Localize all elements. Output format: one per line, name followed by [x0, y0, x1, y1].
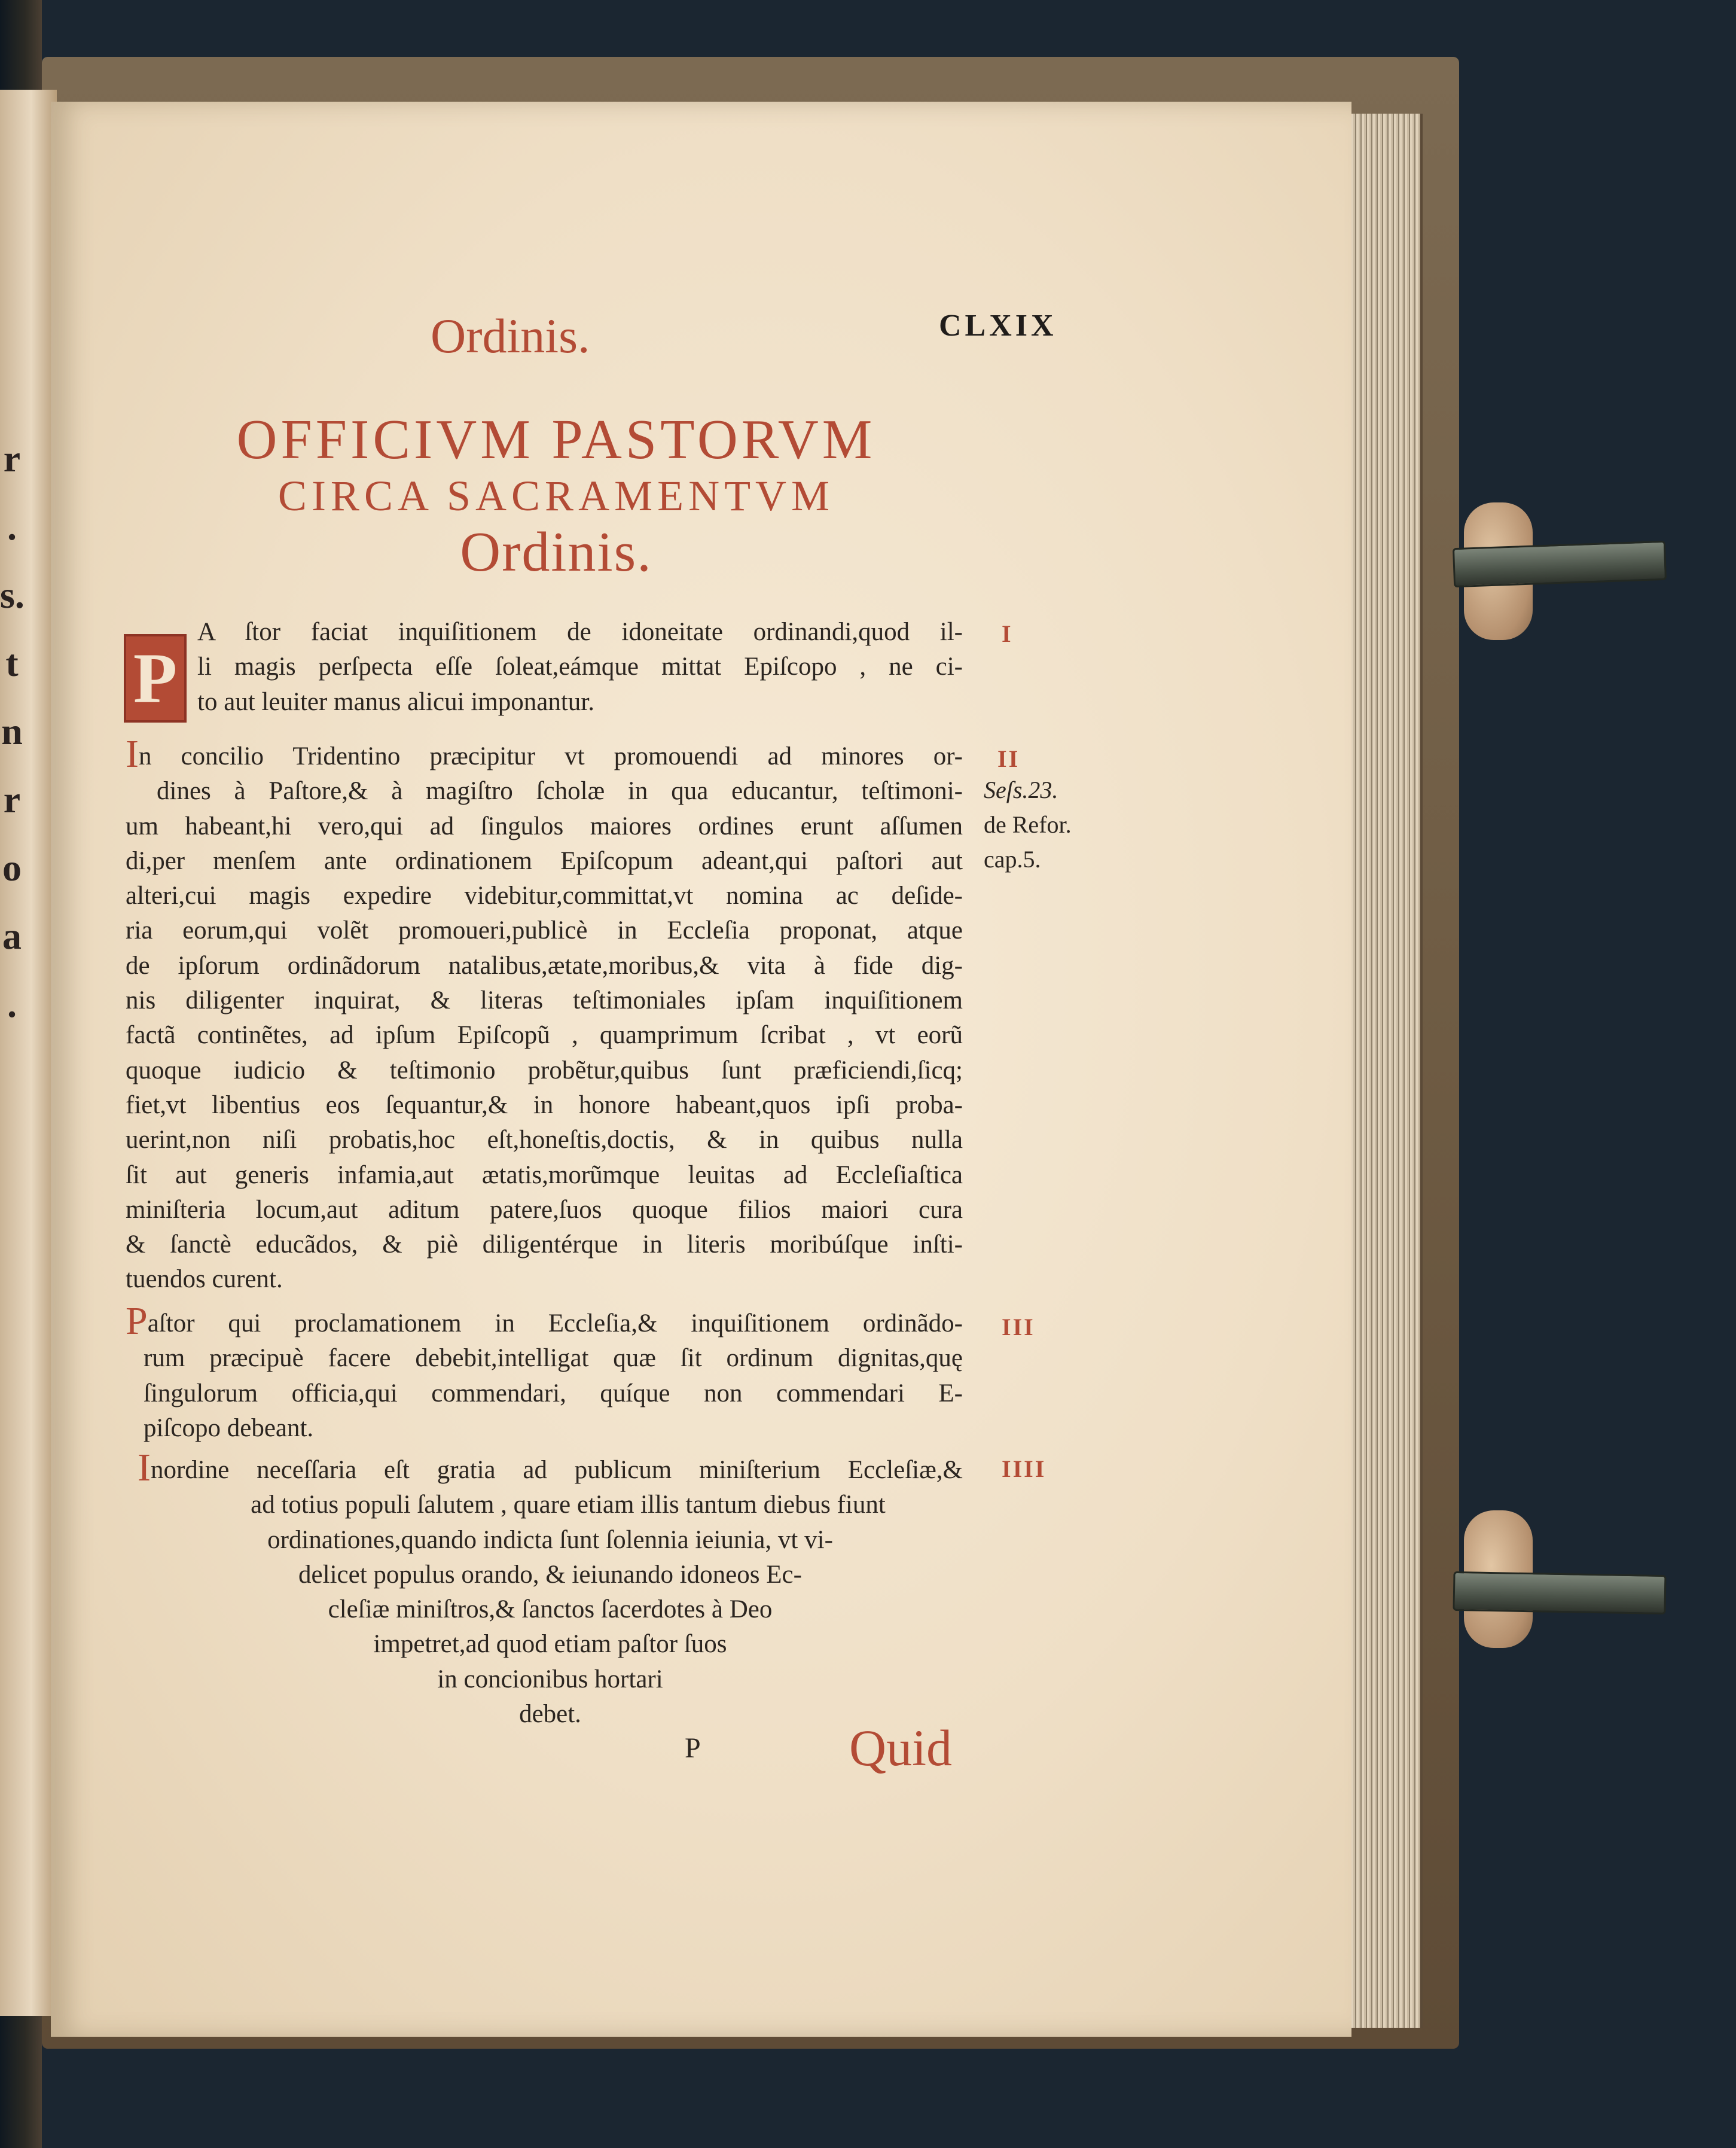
paragraph-3	[126, 1299, 963, 1446]
signature-mark: P	[685, 1732, 701, 1764]
p3-initial: P	[126, 1299, 148, 1343]
catchword: Quid	[849, 1719, 952, 1777]
p2-line: de ipſorum ordinãdorum natalibus,ætate,moribus,& vita à fide dig-	[126, 951, 963, 980]
p4-line: ordinationes,quando indicta ſunt ſolennia ieiunia, vt vi-	[267, 1525, 833, 1554]
p2-line: & ſanctè educãdos, & piè diligentérque in literis moribúſque inſti-	[126, 1230, 963, 1259]
p2-line: dines à Paſtore,& à magiſtro ſcholæ in qua educantur, teſtimoni-	[157, 777, 963, 806]
title-line-1: OFFICIVM PASTORVM	[236, 409, 876, 471]
running-head: Ordinis.	[431, 309, 590, 363]
title-line-3: Ordinis.	[460, 521, 652, 583]
p1-line: to aut leuiter manus alicui imponantur.	[197, 687, 594, 716]
title-line-2: CIRCA SACRAMENTVM	[277, 472, 835, 520]
p2-initial: I	[126, 732, 139, 776]
left-page-letters: r . s. t n r o a .	[0, 437, 25, 1025]
p2-line: tuendos curent.	[126, 1265, 283, 1294]
p2-line: ria eorum,qui volẽt promoueri,publicè in Eccleſia proponat, atque	[126, 916, 963, 945]
margin-note-line: cap.5.	[984, 846, 1041, 873]
left-page-edge	[0, 90, 57, 2016]
p1-line: A ſtor faciat inquiſitionem de idoneitate ordinandi,quod il-	[197, 618, 963, 646]
p2-line: uerint,non niſi probatis,hoc eſt,honeſtis,doctis, & in quibus nulla	[126, 1126, 963, 1154]
p4-line: impetret,ad quod etiam paſtor ſuos	[373, 1630, 727, 1659]
p2-line: di,per menſem ante ordinationem Epiſcopum adeant,qui paſtori aut	[126, 846, 963, 875]
p2-line: nis diligenter inquirat, & literas teſtimoniales ipſam inquiſitionem	[126, 986, 963, 1015]
p2-line: factã continẽtes, ad ipſum Epiſcopũ , quamprimum ſcribat , vt eorũ	[126, 1021, 963, 1050]
p2-line: In concilio Tridentino præcipitur vt promouendi ad minores or-	[126, 732, 963, 776]
p1-line: li magis perſpecta eſſe ſoleat,eámque mittat Epiſcopo , ne ci-	[197, 653, 963, 681]
p2-line: alteri,cui magis expedire videbitur,committat,vt nomina ac deſide-	[126, 882, 963, 910]
p4-line: delicet populus orando, & ieiunando idoneos Ec-	[298, 1560, 802, 1589]
page-fore-edges	[1343, 114, 1423, 2028]
margin-number-4: IIII	[1002, 1455, 1047, 1482]
chapter-title	[161, 410, 951, 582]
margin-number-1: I	[1002, 620, 1013, 647]
p4-line: debet.	[519, 1700, 581, 1729]
folio-number: CLXIX	[939, 309, 1057, 343]
p4-line: cleſiæ miniſtros,& ſanctos ſacerdotes à Deo	[328, 1595, 773, 1624]
p3-line: ſingulorum officia,qui commendari, quíque non commendari E-	[144, 1379, 963, 1407]
p4-initial: I	[138, 1446, 151, 1489]
paragraph-4	[138, 1446, 963, 1732]
margin-note-line: Seſs.23.	[984, 776, 1058, 803]
paragraph-1	[126, 615, 963, 720]
p2-line: ſit aut generis infamia,aut ætatis,morũmque leuitas ad Eccleſiaſtica	[126, 1160, 963, 1189]
p4-line: in concionibus hortari	[437, 1665, 663, 1693]
upper-clasp-strap	[1453, 541, 1667, 587]
margin-number-3: III	[1002, 1314, 1035, 1340]
p2-line: fiet,vt libentius eos ſequantur,& in honore habeant,quos ipſi proba-	[126, 1090, 963, 1119]
decorated-initial: P	[124, 634, 187, 723]
p2-line: miniſteria locum,aut aditum patere,ſuos quoque filios maiori cura	[126, 1195, 963, 1224]
p4-line: ad totius populi ſalutem , quare etiam illis tantum diebus fiunt	[251, 1491, 886, 1519]
margin-note-line: de Refor.	[984, 811, 1072, 838]
p2-line: um habeant,hi vero,qui ad ſingulos maiores ordines erunt aſſumen	[126, 812, 963, 840]
p2-line: quoque iudicio & teſtimonio probẽtur,quibus ſunt præficiendi,ſicq;	[126, 1056, 963, 1084]
lower-clasp-strap	[1453, 1571, 1666, 1614]
margin-number-2: II	[997, 745, 1020, 772]
p3-line: rum præcipuè facere debebit,intelligat quæ ſit ordinum dignitas,quę	[144, 1344, 963, 1373]
p4-line: Inordine neceſſaria eſt gratia ad publicum miniſterium Eccleſiæ,&	[138, 1446, 963, 1489]
paragraph-2	[126, 732, 963, 1297]
p3-line: Paſtor qui proclamationem in Eccleſia,& inquiſitionem ordinãdo-	[126, 1299, 963, 1343]
p3-line: piſcopo debeant.	[144, 1413, 314, 1442]
